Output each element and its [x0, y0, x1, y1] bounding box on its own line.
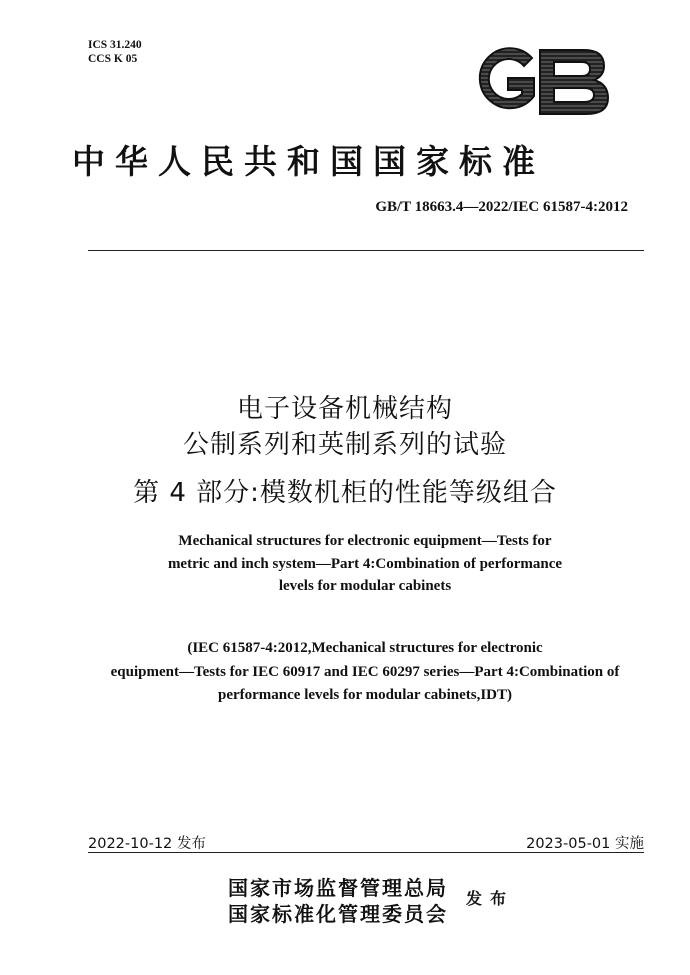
publish-label: 发布 — [466, 889, 515, 908]
issuer-samr: 国家市场监督管理总局 — [228, 876, 448, 900]
bottom-divider — [88, 852, 644, 853]
standard-number: GB/T 18663.4—2022/IEC 61587-4:2012 — [375, 199, 628, 215]
iec-equivalent-line-3: performance levels for modular cabinets,IDT) — [218, 687, 512, 703]
ccs-code: CCS K 05 — [88, 53, 138, 65]
chinese-title-line-1: 电子设备机械结构 — [236, 394, 453, 424]
classification-codes — [88, 38, 142, 66]
top-divider — [88, 250, 644, 251]
chinese-title-line-2: 公制系列和英制系列的试验 — [182, 430, 507, 460]
implementation-date: 2023-05-01 实施 — [526, 836, 644, 852]
issue-date: 2022-10-12 发布 — [88, 836, 206, 852]
english-title-line-2: metric and inch system—Part 4:Combination of performance — [167, 556, 563, 572]
iec-equivalent-line-2: equipment—Tests for IEC 60917 and IEC 60297 series—Part 4:Combination of — [110, 664, 620, 680]
gb-logo — [466, 44, 612, 118]
english-title-line-3: levels for modular cabinets — [278, 578, 452, 594]
standard-category-title: 中华人民共和国国家标准 — [72, 142, 545, 181]
chinese-title-line-3: 第 4 部分:模数机柜的性能等级组合 — [133, 478, 557, 508]
english-title-line-1: Mechanical structures for electronic equipment—Tests for — [178, 533, 552, 549]
ics-code: ICS 31.240 — [88, 39, 142, 51]
issuer-sac: 国家标准化管理委员会 — [228, 902, 448, 926]
iec-equivalent-line-1: (IEC 61587-4:2012,Mechanical structures for electronic — [187, 640, 543, 656]
